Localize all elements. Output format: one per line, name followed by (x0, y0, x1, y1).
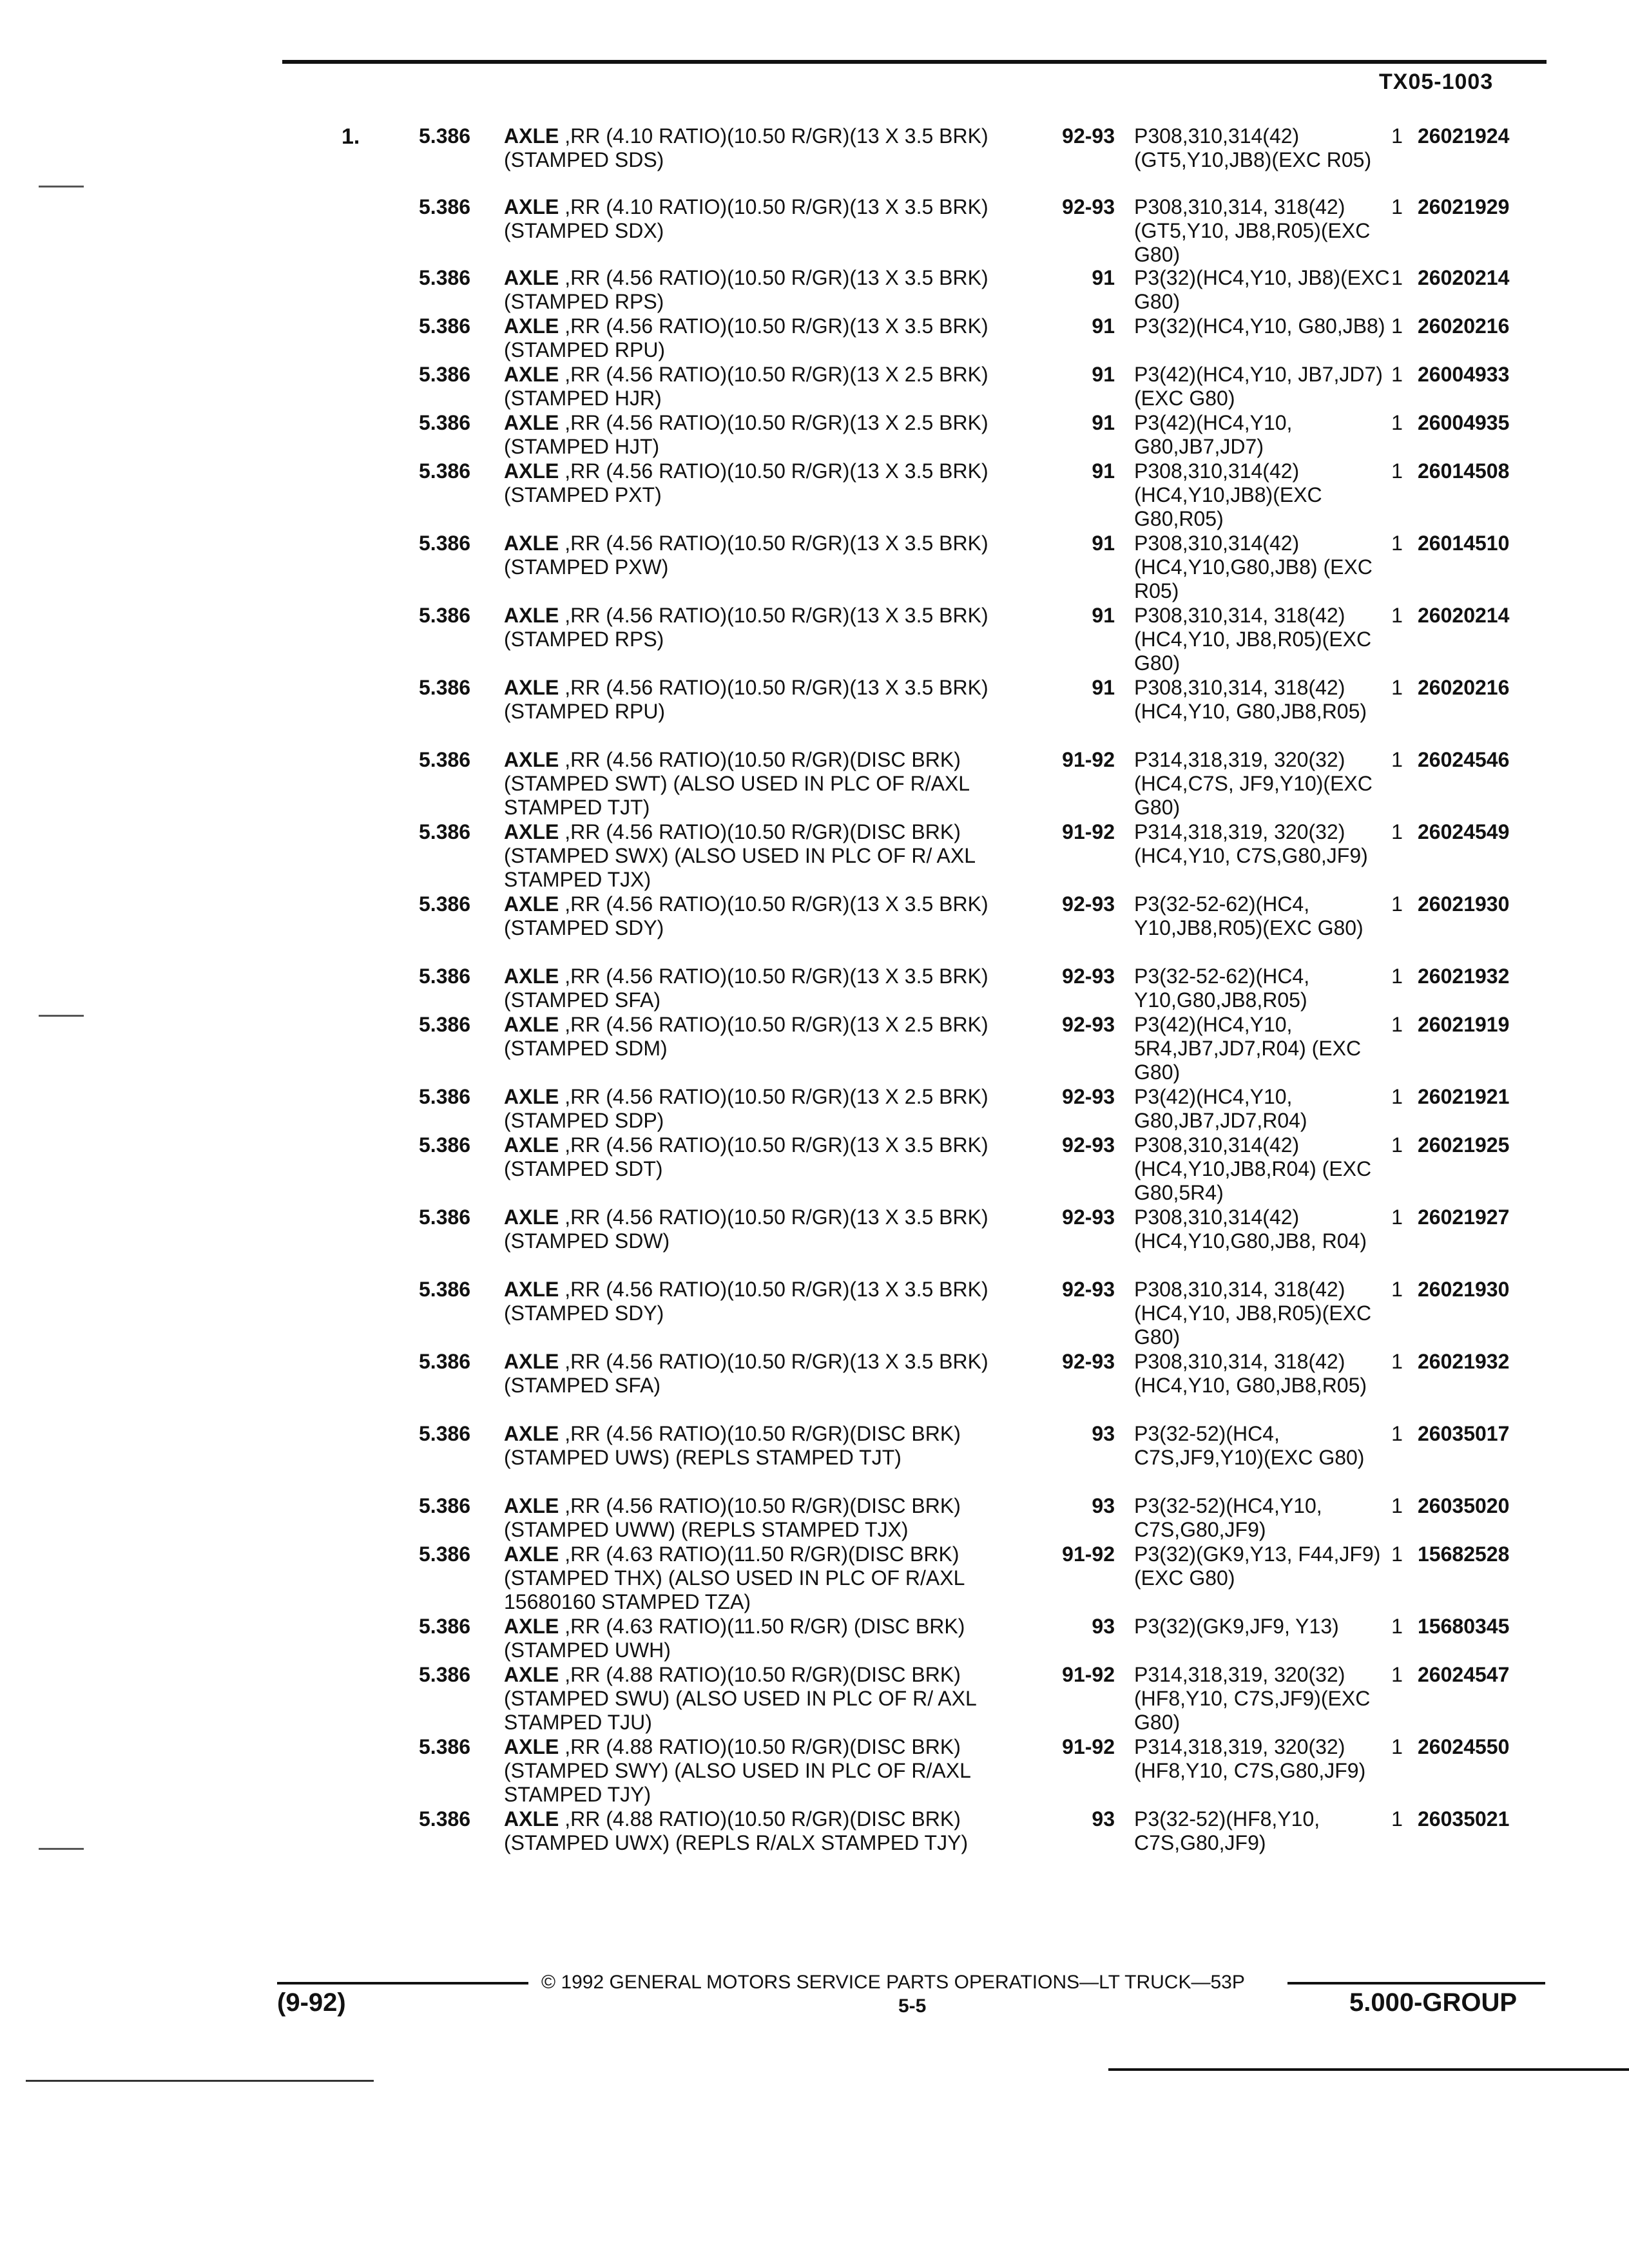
model-years: 91 (1092, 411, 1115, 434)
part-description (504, 1663, 1045, 1735)
part-detail: ,RR (4.56 RATIO)(10.50 R/GR)(DISC BRK) (STAMPED UWW) (REPLS STAMPED TJX) (504, 1494, 961, 1541)
part-name: AXLE (504, 1278, 559, 1301)
part-detail: ,RR (4.56 RATIO)(10.50 R/GR)(13 X 3.5 BRK)(STAMPED PXW) (504, 532, 988, 579)
quantity: 1 (1391, 1206, 1403, 1229)
model-years: 93 (1092, 1807, 1115, 1831)
part-detail: ,RR (4.56 RATIO)(10.50 R/GR)(13 X 2.5 BRK)(STAMPED SDM) (504, 1013, 988, 1060)
quantity: 1 (1391, 1735, 1403, 1758)
group-number: 5.386 (419, 604, 471, 627)
part-name: AXLE (504, 676, 559, 699)
copyright-notice: © 1992 GENERAL MOTORS SERVICE PARTS OPERATIONS—LT TRUCK—53P (541, 1972, 1245, 1993)
group-number: 5.386 (419, 195, 471, 218)
model-years: 93 (1092, 1615, 1115, 1638)
part-name: AXLE (504, 965, 559, 988)
part-description (504, 1085, 1045, 1133)
part-name: AXLE (504, 1807, 559, 1831)
usage-codes: P3(32)(HC4,Y10, JB8)(EXC G80) (1134, 266, 1390, 313)
part-name: AXLE (504, 363, 559, 386)
group-number: 5.386 (419, 1422, 471, 1445)
part-name: AXLE (504, 124, 559, 148)
group-number: 5.386 (419, 820, 471, 843)
model-years: 91 (1092, 676, 1115, 699)
part-detail: ,RR (4.56 RATIO)(10.50 R/GR)(13 X 3.5 BRK)(STAMPED SFA) (504, 1350, 988, 1397)
part-number: 26021924 (1418, 124, 1510, 148)
part-description (504, 459, 1045, 507)
part-detail: ,RR (4.63 RATIO)(11.50 R/GR) (DISC BRK) (STAMPED UWH) (504, 1615, 965, 1662)
quantity: 1 (1391, 1278, 1403, 1301)
part-number: 26021932 (1418, 1350, 1510, 1373)
quantity: 1 (1391, 748, 1403, 771)
part-number: 26021919 (1418, 1013, 1510, 1036)
model-years: 92-93 (1062, 195, 1115, 218)
model-years: 91 (1092, 266, 1115, 289)
quantity: 1 (1391, 1494, 1403, 1517)
quantity: 1 (1391, 604, 1403, 627)
usage-codes: P3(32-52-62)(HC4, Y10,JB8,R05)(EXC G80) (1134, 892, 1364, 939)
part-description (504, 604, 1045, 651)
part-name: AXLE (504, 1422, 559, 1445)
part-description (504, 1542, 1045, 1614)
group-number: 5.386 (419, 1206, 471, 1229)
group-number: 5.386 (419, 1807, 471, 1831)
quantity: 1 (1391, 266, 1403, 289)
usage-codes: P314,318,319, 320(32)(HC4,Y10, C7S,G80,JF9) (1134, 820, 1368, 867)
quantity: 1 (1391, 892, 1403, 916)
part-name: AXLE (504, 411, 559, 434)
part-description (504, 1133, 1045, 1181)
usage-codes: P314,318,319, 320(32)(HF8,Y10, C7S,G80,JF9) (1134, 1735, 1366, 1782)
part-description (504, 1206, 1045, 1253)
part-name: AXLE (504, 1013, 559, 1036)
model-years: 91 (1092, 459, 1115, 483)
group-number: 5.386 (419, 532, 471, 555)
quantity: 1 (1391, 1013, 1403, 1036)
part-name: AXLE (504, 459, 559, 483)
model-years: 91 (1092, 363, 1115, 386)
part-name: AXLE (504, 1133, 559, 1157)
usage-codes: P3(32)(GK9,JF9, Y13) (1134, 1615, 1339, 1638)
part-detail: ,RR (4.88 RATIO)(10.50 R/GR)(DISC BRK) (STAMPED UWX) (REPLS R/ALX STAMPED TJY) (504, 1807, 969, 1854)
quantity: 1 (1391, 676, 1403, 699)
group-number: 5.386 (419, 1542, 471, 1566)
part-number: 26021925 (1418, 1133, 1510, 1157)
quantity: 1 (1391, 1615, 1403, 1638)
part-number: 26021929 (1418, 195, 1510, 218)
group-number: 5.386 (419, 1133, 471, 1157)
part-name: AXLE (504, 1350, 559, 1373)
part-number: 26020216 (1418, 314, 1510, 338)
part-description (504, 1615, 1045, 1662)
part-number: 15680345 (1418, 1615, 1510, 1638)
part-name: AXLE (504, 266, 559, 289)
quantity: 1 (1391, 1133, 1403, 1157)
part-description (504, 1807, 1045, 1855)
part-description (504, 195, 1045, 243)
group-number: 5.386 (419, 748, 471, 771)
model-years: 93 (1092, 1422, 1115, 1445)
part-number: 26021930 (1418, 892, 1510, 916)
group-number: 5.386 (419, 1278, 471, 1301)
quantity: 1 (1391, 195, 1403, 218)
part-number: 26020216 (1418, 676, 1510, 699)
binder-mark (39, 1015, 84, 1017)
usage-codes: P3(32-52-62)(HC4, Y10,G80,JB8,R05) (1134, 965, 1310, 1012)
part-description (504, 1422, 1045, 1470)
part-detail: ,RR (4.56 RATIO)(10.50 R/GR)(13 X 3.5 BRK)(STAMPED PXT) (504, 459, 988, 506)
group-number: 5.386 (419, 411, 471, 434)
part-number: 26020214 (1418, 266, 1510, 289)
model-years: 92-93 (1062, 1085, 1115, 1108)
page-number: 5-5 (898, 1995, 927, 2017)
model-years: 91 (1092, 604, 1115, 627)
binder-mark (39, 186, 84, 187)
usage-codes: P3(42)(HC4,Y10, G80,JB7,JD7,R04) (1134, 1085, 1307, 1132)
part-number: 26014510 (1418, 532, 1510, 555)
part-detail: ,RR (4.56 RATIO)(10.50 R/GR)(13 X 2.5 BRK)(STAMPED HJT) (504, 411, 988, 458)
part-number: 26024547 (1418, 1663, 1510, 1686)
part-description (504, 965, 1045, 1012)
group-number: 5.386 (419, 1494, 471, 1517)
bottom-rule-left (26, 2080, 374, 2082)
usage-codes: P308,310,314, 318(42)(HC4,Y10, G80,JB8,R05) (1134, 676, 1367, 723)
part-number: 26021930 (1418, 1278, 1510, 1301)
group-number: 5.386 (419, 124, 471, 148)
part-description (504, 1350, 1045, 1398)
part-detail: ,RR (4.56 RATIO)(10.50 R/GR)(13 X 2.5 BRK)(STAMPED SDP) (504, 1085, 988, 1132)
model-years: 91 (1092, 532, 1115, 555)
usage-codes: P308,310,314(42) (GT5,Y10,JB8)(EXC R05) (1134, 124, 1372, 171)
group-number: 5.386 (419, 1085, 471, 1108)
quantity: 1 (1391, 1663, 1403, 1686)
part-number: 26021927 (1418, 1206, 1510, 1229)
part-detail: ,RR (4.56 RATIO)(10.50 R/GR)(13 X 2.5 BRK)(STAMPED HJR) (504, 363, 988, 410)
part-name: AXLE (504, 1615, 559, 1638)
usage-codes: P308,310,314(42) (HC4,Y10,JB8)(EXC G80,R05) (1134, 459, 1322, 530)
part-name: AXLE (504, 1663, 559, 1686)
part-description (504, 748, 1045, 820)
usage-codes: P314,318,319, 320(32)(HF8,Y10, C7S,JF9)(EXC G80) (1134, 1663, 1371, 1734)
model-years: 92-93 (1062, 1350, 1115, 1373)
part-name: AXLE (504, 748, 559, 771)
part-number: 26024549 (1418, 820, 1510, 843)
part-name: AXLE (504, 1494, 559, 1517)
group-number: 5.386 (419, 1013, 471, 1036)
item-number: 1. (342, 124, 360, 149)
part-name: AXLE (504, 195, 559, 218)
part-name: AXLE (504, 1542, 559, 1566)
usage-codes: P308,310,314(42) (HC4,Y10,G80,JB8, R04) (1134, 1206, 1367, 1253)
document-code: TX05-1003 (1379, 70, 1494, 94)
model-years: 91-92 (1062, 748, 1115, 771)
part-number: 26035020 (1418, 1494, 1510, 1517)
quantity: 1 (1391, 363, 1403, 386)
usage-codes: P3(42)(HC4,Y10, JB7,JD7)(EXC G80) (1134, 363, 1383, 410)
part-number: 26035021 (1418, 1807, 1510, 1831)
quantity: 1 (1391, 1807, 1403, 1831)
part-detail: ,RR (4.56 RATIO)(10.50 R/GR)(13 X 3.5 BRK)(STAMPED RPU) (504, 676, 988, 723)
part-description (504, 1494, 1045, 1542)
part-detail: ,RR (4.56 RATIO)(10.50 R/GR)(13 X 3.5 BRK)(STAMPED SDY) (504, 892, 988, 939)
bottom-rule-right (1108, 2068, 1629, 2071)
part-name: AXLE (504, 604, 559, 627)
quantity: 1 (1391, 124, 1403, 148)
part-description (504, 124, 1045, 172)
group-number: 5.386 (419, 459, 471, 483)
quantity: 1 (1391, 1542, 1403, 1566)
usage-codes: P308,310,314(42) (HC4,Y10,JB8,R04) (EXC G80,5R4) (1134, 1133, 1372, 1204)
part-name: AXLE (504, 532, 559, 555)
quantity: 1 (1391, 411, 1403, 434)
part-description (504, 1013, 1045, 1061)
model-years: 91 (1092, 314, 1115, 338)
part-detail: ,RR (4.56 RATIO)(10.50 R/GR)(DISC BRK) (STAMPED SWX) (ALSO USED IN PLC OF R/ AXL STAMPED TJX) (504, 820, 975, 891)
usage-codes: P308,310,314, 318(42)(HC4,Y10, JB8,R05)(EXC G80) (1134, 604, 1372, 675)
part-number: 26004933 (1418, 363, 1510, 386)
part-name: AXLE (504, 314, 559, 338)
model-years: 93 (1092, 1494, 1115, 1517)
usage-codes: P308,310,314, 318(42)(HC4,Y10, JB8,R05)(EXC G80) (1134, 1278, 1372, 1349)
quantity: 1 (1391, 1350, 1403, 1373)
group-number: 5.386 (419, 1735, 471, 1758)
usage-codes: P308,310,314(42) (HC4,Y10,G80,JB8) (EXC R05) (1134, 532, 1373, 602)
part-detail: ,RR (4.10 RATIO)(10.50 R/GR)(13 X 3.5 BRK)(STAMPED SDS) (504, 124, 988, 171)
part-name: AXLE (504, 1735, 559, 1758)
part-description (504, 363, 1045, 410)
usage-codes: P3(32)(HC4,Y10, G80,JB8) (1134, 314, 1385, 338)
group-number: 5.386 (419, 266, 471, 289)
quantity: 1 (1391, 459, 1403, 483)
model-years: 92-93 (1062, 892, 1115, 916)
header-rule (282, 60, 1547, 64)
part-number: 26021932 (1418, 965, 1510, 988)
part-description (504, 892, 1045, 940)
part-detail: ,RR (4.56 RATIO)(10.50 R/GR)(13 X 3.5 BRK)(STAMPED RPS) (504, 266, 988, 313)
model-years: 92-93 (1062, 1278, 1115, 1301)
usage-codes: P3(42)(HC4,Y10, 5R4,JB7,JD7,R04) (EXC G80) (1134, 1013, 1362, 1084)
footer-rule-right (1287, 1982, 1545, 1984)
part-description (504, 676, 1045, 724)
group-number: 5.386 (419, 1350, 471, 1373)
part-number: 26004935 (1418, 411, 1510, 434)
usage-codes: P3(32-52)(HC4, C7S,JF9,Y10)(EXC G80) (1134, 1422, 1365, 1469)
part-detail: ,RR (4.63 RATIO)(11.50 R/GR)(DISC BRK) (STAMPED THX) (ALSO USED IN PLC OF R/AXL 15680160 STAMPED TZA) (504, 1542, 965, 1613)
part-name: AXLE (504, 820, 559, 843)
quantity: 1 (1391, 314, 1403, 338)
part-detail: ,RR (4.56 RATIO)(10.50 R/GR)(13 X 3.5 BRK)(STAMPED SDW) (504, 1206, 988, 1253)
part-number: 26024546 (1418, 748, 1510, 771)
quantity: 1 (1391, 1085, 1403, 1108)
quantity: 1 (1391, 965, 1403, 988)
model-years: 92-93 (1062, 1013, 1115, 1036)
model-years: 92-93 (1062, 124, 1115, 148)
part-detail: ,RR (4.10 RATIO)(10.50 R/GR)(13 X 3.5 BRK)(STAMPED SDX) (504, 195, 988, 242)
part-detail: ,RR (4.56 RATIO)(10.50 R/GR)(13 X 3.5 BRK)(STAMPED RPS) (504, 604, 988, 651)
quantity: 1 (1391, 820, 1403, 843)
part-name: AXLE (504, 1085, 559, 1108)
part-detail: ,RR (4.56 RATIO)(10.50 R/GR)(13 X 3.5 BRK)(STAMPED SDT) (504, 1133, 988, 1180)
part-description (504, 820, 1045, 892)
part-number: 26021921 (1418, 1085, 1510, 1108)
usage-codes: P308,310,314, 318(42)(HC4,Y10, G80,JB8,R05) (1134, 1350, 1367, 1397)
model-years: 92-93 (1062, 1206, 1115, 1229)
part-number: 26024550 (1418, 1735, 1510, 1758)
part-number: 15682528 (1418, 1542, 1510, 1566)
usage-codes: P308,310,314, 318(42)(GT5,Y10, JB8,R05)(EXC G80) (1134, 195, 1371, 266)
model-years: 91-92 (1062, 1735, 1115, 1758)
model-years: 92-93 (1062, 965, 1115, 988)
part-description (504, 314, 1045, 362)
part-detail: ,RR (4.56 RATIO)(10.50 R/GR)(DISC BRK) (STAMPED UWS) (REPLS STAMPED TJT) (504, 1422, 961, 1469)
part-description (504, 411, 1045, 459)
quantity: 1 (1391, 532, 1403, 555)
part-detail: ,RR (4.56 RATIO)(10.50 R/GR)(13 X 3.5 BRK)(STAMPED SDY) (504, 1278, 988, 1325)
usage-codes: P314,318,319, 320(32)(HC4,C7S, JF9,Y10)(EXC G80) (1134, 748, 1373, 819)
part-detail: ,RR (4.56 RATIO)(10.50 R/GR)(13 X 3.5 BRK)(STAMPED RPU) (504, 314, 988, 361)
footer-rule-left (277, 1982, 528, 1984)
group-number: 5.386 (419, 363, 471, 386)
group-number: 5.386 (419, 1663, 471, 1686)
model-years: 91-92 (1062, 1542, 1115, 1566)
model-years: 91-92 (1062, 820, 1115, 843)
model-years: 92-93 (1062, 1133, 1115, 1157)
usage-codes: P3(42)(HC4,Y10, G80,JB7,JD7) (1134, 411, 1293, 458)
model-years: 91-92 (1062, 1663, 1115, 1686)
revision-date: (9-92) (277, 1988, 346, 2017)
part-description (504, 532, 1045, 579)
part-description (504, 1278, 1045, 1325)
part-number: 26020214 (1418, 604, 1510, 627)
part-detail: ,RR (4.56 RATIO)(10.50 R/GR)(13 X 3.5 BRK)(STAMPED SFA) (504, 965, 988, 1012)
part-description (504, 1735, 1045, 1807)
group-number: 5.386 (419, 1615, 471, 1638)
usage-codes: P3(32)(GK9,Y13, F44,JF9)(EXC G80) (1134, 1542, 1381, 1590)
part-detail: ,RR (4.56 RATIO)(10.50 R/GR)(DISC BRK) (STAMPED SWT) (ALSO USED IN PLC OF R/AXL STAMPED TJT) (504, 748, 969, 819)
group-label: 5.000-GROUP (1349, 1988, 1518, 2017)
part-number: 26014508 (1418, 459, 1510, 483)
part-name: AXLE (504, 892, 559, 916)
group-number: 5.386 (419, 314, 471, 338)
usage-codes: P3(32-52)(HC4,Y10, C7S,G80,JF9) (1134, 1494, 1322, 1541)
group-number: 5.386 (419, 965, 471, 988)
part-description (504, 266, 1045, 314)
part-name: AXLE (504, 1206, 559, 1229)
binder-mark (39, 1848, 84, 1850)
part-detail: ,RR (4.88 RATIO)(10.50 R/GR)(DISC BRK) (STAMPED SWU) (ALSO USED IN PLC OF R/ AXL STAMPED TJU) (504, 1663, 976, 1734)
part-detail: ,RR (4.88 RATIO)(10.50 R/GR)(DISC BRK) (STAMPED SWY) (ALSO USED IN PLC OF R/AXL STAMPED TJY) (504, 1735, 970, 1806)
group-number: 5.386 (419, 892, 471, 916)
part-number: 26035017 (1418, 1422, 1510, 1445)
usage-codes: P3(32-52)(HF8,Y10, C7S,G80,JF9) (1134, 1807, 1320, 1854)
group-number: 5.386 (419, 676, 471, 699)
quantity: 1 (1391, 1422, 1403, 1445)
